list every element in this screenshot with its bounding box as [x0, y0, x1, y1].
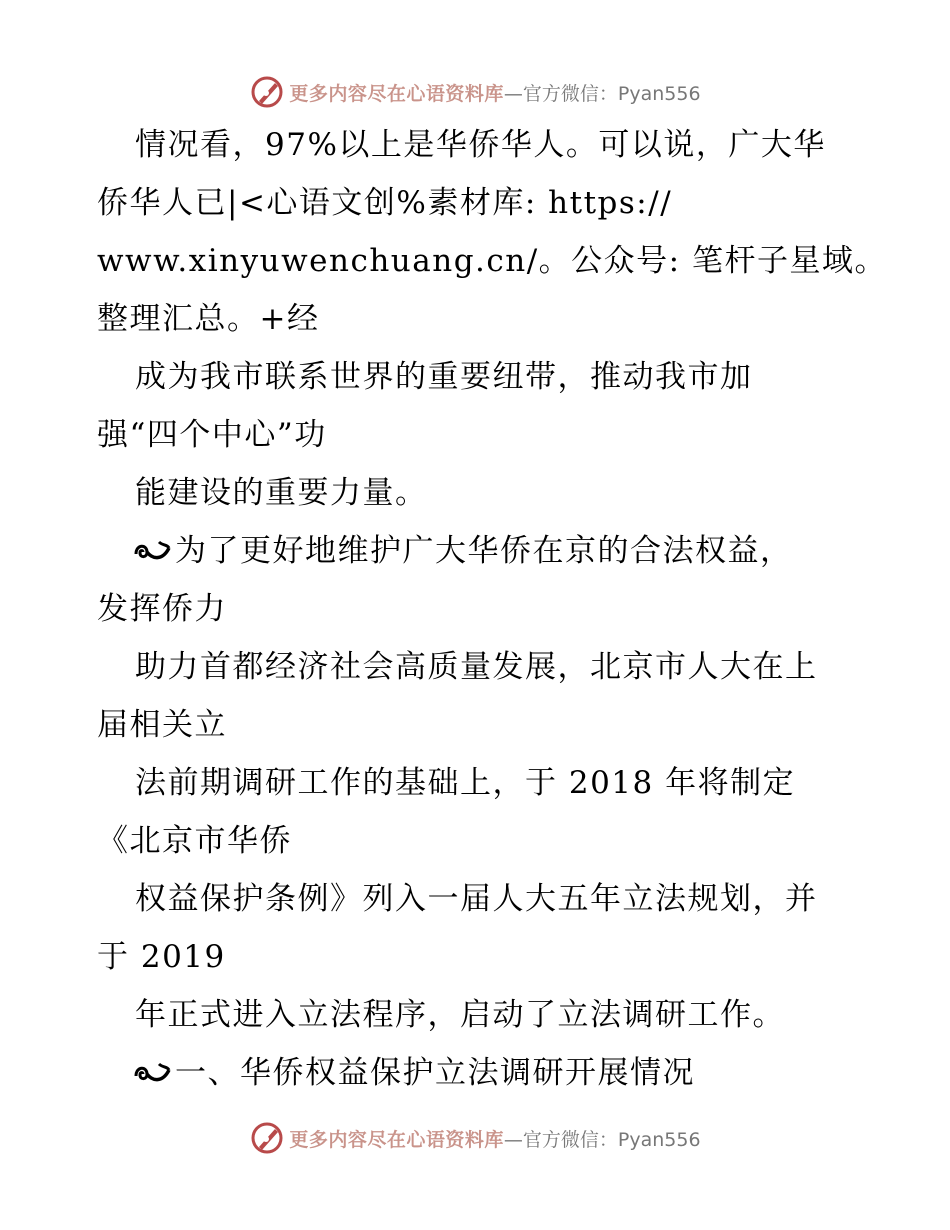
text-line: www.xinyuwenchuang.cn/。公众号: 笔杆子星域。	[97, 243, 887, 279]
text-line: 侨华人已|<心语文创%素材库: https://	[97, 185, 673, 221]
text-line: 能建设的重要力量。	[135, 475, 428, 511]
text-line: 年正式进入立法程序，启动了立法调研工作。	[135, 997, 785, 1033]
text-line: 强“四个中心”功	[97, 417, 327, 453]
text-line: 发挥侨力	[97, 591, 227, 627]
fleuron-bullet-icon	[133, 536, 173, 566]
watermark-main-text: 更多内容尽在心语资料库	[289, 1128, 504, 1151]
header-watermark	[0, 72, 950, 112]
pen-logo-icon	[249, 1120, 285, 1156]
text-line: 情况看，97%以上是华侨华人。可以说，广大华	[135, 127, 826, 163]
text-line: 《北京市华侨	[97, 823, 292, 859]
section-heading: 一、华侨权益保护立法调研开展情况	[175, 1055, 695, 1091]
footer-watermark	[0, 1118, 950, 1158]
watermark-main-text: 更多内容尽在心语资料库	[289, 82, 504, 105]
text-line: 成为我市联系世界的重要纽带，推动我市加	[135, 359, 753, 395]
text-line: 整理汇总。+经	[97, 301, 320, 337]
text-line: 为了更好地维护广大华侨在京的合法权益，	[175, 533, 793, 569]
watermark-sub-text: —官方微信：Pyan556	[503, 1128, 701, 1151]
pen-logo-icon	[249, 74, 285, 110]
text-line: 助力首都经济社会高质量发展，北京市人大在上	[135, 649, 818, 685]
text-line: 届相关立	[97, 707, 227, 743]
bullet-line	[97, 1044, 887, 1102]
text-line: 法前期调研工作的基础上，于 2018 年将制定	[135, 765, 796, 801]
text-line: 于 2019	[97, 939, 226, 975]
text-line: 权益保护条例》列入一届人大五年立法规划，并	[135, 881, 818, 917]
fleuron-bullet-icon	[133, 1058, 173, 1088]
watermark-sub-text: —官方微信：Pyan556	[503, 82, 701, 105]
body-text	[97, 116, 887, 1102]
bullet-line	[97, 522, 887, 580]
